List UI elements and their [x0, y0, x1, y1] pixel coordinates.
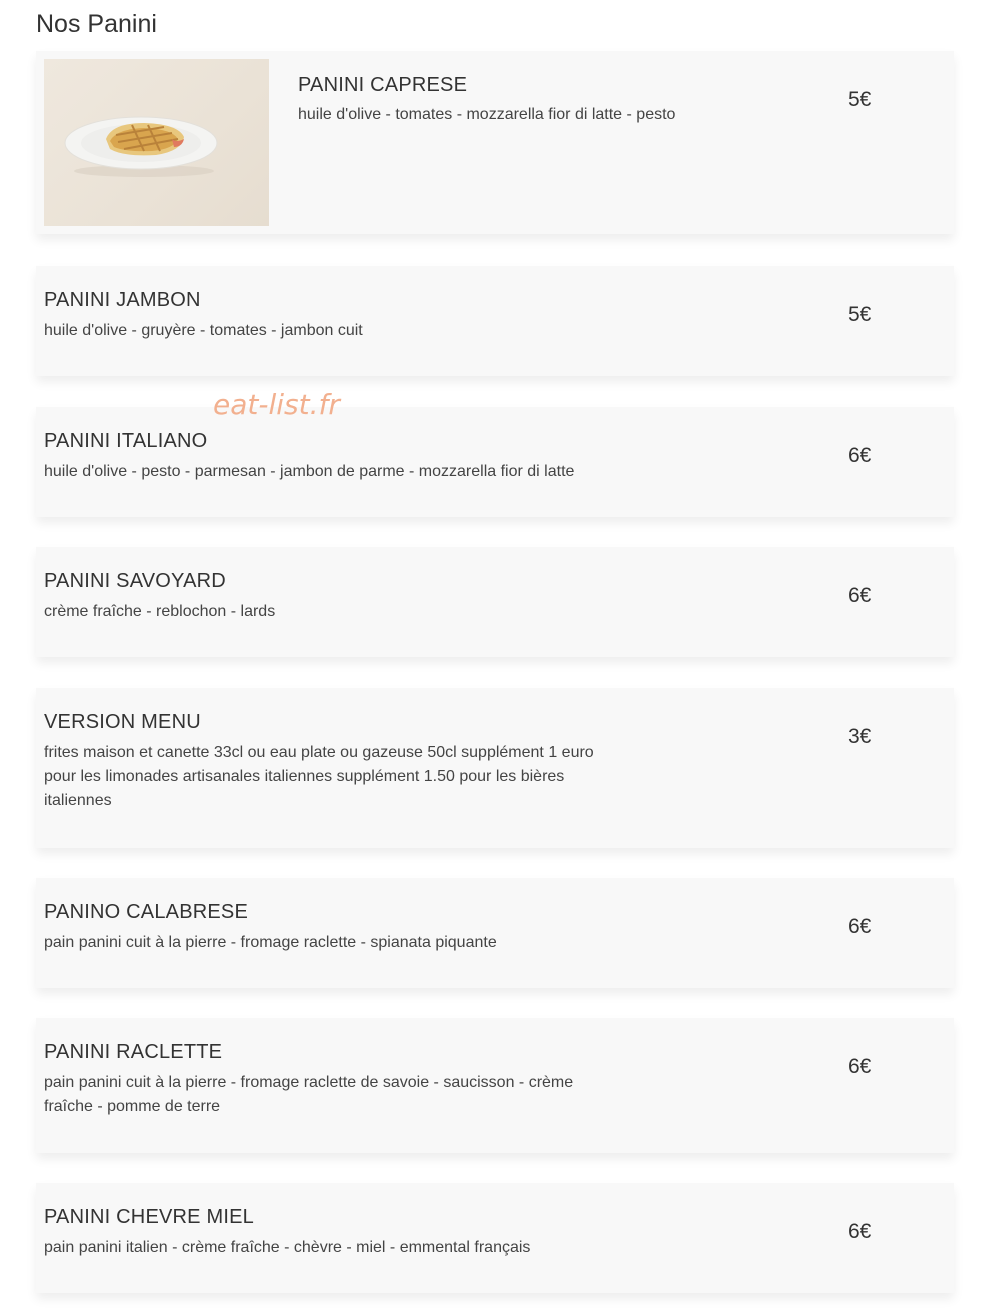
item-name: PANINI SAVOYARD — [44, 570, 226, 592]
item-description-line: frites maison et canette 33cl ou eau plate ou gazeuse 50cl supplément 1 euro — [44, 744, 594, 761]
item-description: huile d'olive - gruyère - tomates - jambon cuit — [44, 322, 363, 339]
item-name: PANINI CHEVRE MIEL — [44, 1206, 254, 1228]
item-price: 6€ — [848, 915, 872, 938]
item-description: huile d'olive - pesto - parmesan - jambon de parme - mozzarella fior di latte — [44, 463, 575, 480]
item-description: pain panini italien - crème fraîche - chèvre - miel - emmental français — [44, 1239, 531, 1256]
item-description: huile d'olive - tomates - mozzarella fior di latte - pesto — [298, 106, 676, 123]
menu-item-card — [36, 1018, 954, 1153]
item-description: crème fraîche - reblochon - lards — [44, 603, 276, 620]
item-name: PANINI ITALIANO — [44, 430, 208, 452]
item-name: PANINI RACLETTE — [44, 1041, 223, 1063]
item-price: 6€ — [848, 444, 872, 467]
page-title: Nos Panini — [36, 10, 157, 38]
item-price: 5€ — [848, 303, 872, 326]
item-description-line: pain panini cuit à la pierre - fromage raclette de savoie - saucisson - crème — [44, 1074, 574, 1091]
item-description — [44, 1071, 573, 1119]
item-description — [44, 741, 594, 813]
item-name: PANINI CAPRESE — [298, 74, 468, 96]
menu-item-card — [36, 1183, 954, 1293]
item-price: 6€ — [848, 1055, 872, 1078]
item-name: PANINO CALABRESE — [44, 901, 249, 923]
menu-item-card — [36, 266, 954, 376]
item-price: 5€ — [848, 88, 872, 111]
item-price: 6€ — [848, 1220, 872, 1243]
menu-item-card — [36, 878, 954, 988]
menu-item-card — [36, 51, 954, 234]
item-description-line: pour les limonades artisanales italiennes supplément 1.50 pour les bières — [44, 768, 565, 785]
menu-item-card — [36, 688, 954, 848]
item-description-line: italiennes — [44, 792, 112, 809]
watermark: eat-list.fr — [213, 388, 340, 421]
menu-item-card — [36, 407, 954, 517]
item-name: VERSION MENU — [44, 711, 201, 733]
item-price: 3€ — [848, 725, 872, 748]
item-description-line: fraîche - pomme de terre — [44, 1098, 221, 1115]
item-name: PANINI JAMBON — [44, 289, 201, 311]
item-description: pain panini cuit à la pierre - fromage raclette - spianata piquante — [44, 934, 497, 951]
item-price: 6€ — [848, 584, 872, 607]
menu-item-card — [36, 547, 954, 657]
panini-photo — [44, 59, 269, 226]
